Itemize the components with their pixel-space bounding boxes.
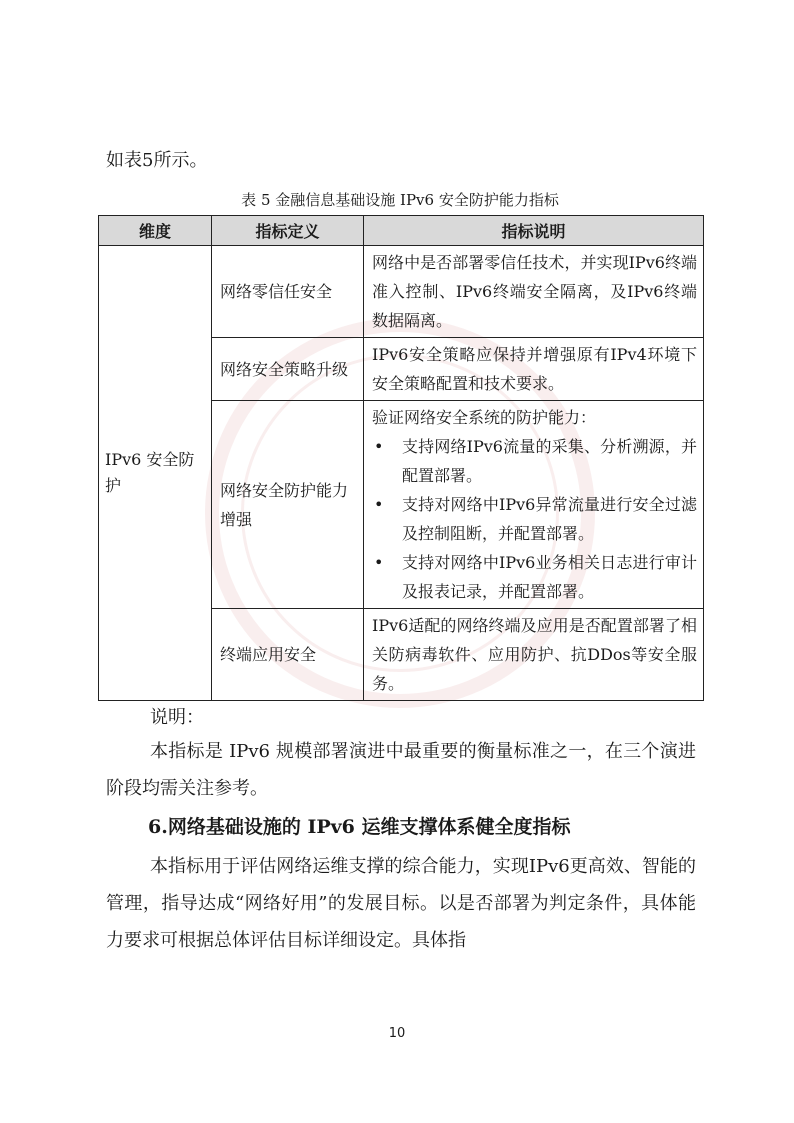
header-description: 指标说明	[364, 216, 704, 246]
table-row	[99, 246, 704, 338]
definition-cell: 网络安全策略升级	[212, 338, 364, 401]
description-cell: 网络中是否部署零信任技术，并实现IPv6终端准入控制、IPv6终端安全隔离，及IPv6终端数据隔离。	[364, 246, 704, 338]
note-paragraph: 本指标是 IPv6 规模部署演进中最重要的衡量标准之一，在三个演进阶段均需关注参考。	[106, 741, 696, 799]
metrics-table	[98, 215, 704, 701]
table-caption: 表 5 金融信息基础设施 IPv6 安全防护能力指标	[241, 191, 559, 209]
section-paragraph: 本指标用于评估网络运维支撑的综合能力，实现IPv6更高效、智能的管理，指导达成“网络好用”的发展目标。以是否部署为判定条件，具体能力要求可根据总体评估目标详细设定。具体指	[106, 856, 696, 951]
definition-cell: 网络安全防护能力增强	[212, 401, 364, 609]
note-heading: 说明：	[150, 707, 204, 728]
description-cell	[364, 401, 704, 609]
bullet-item: • 支持对网络中IPv6业务相关日志进行审计及报表记录，并配置部署。	[372, 548, 697, 606]
definition-cell: 网络零信任安全	[212, 246, 364, 338]
header-definition: 指标定义	[212, 216, 364, 246]
dimension-cell: IPv6 安全防护	[99, 246, 212, 701]
page-number: 10	[388, 1026, 406, 1041]
description-cell: IPv6适配的网络终端及应用是否配置部署了相关防病毒软件、应用防护、抗DDos等安全服务。	[364, 609, 704, 701]
table-header-row	[99, 216, 704, 246]
description-cell: IPv6安全策略应保持并增强原有IPv4环境下安全策略配置和技术要求。	[364, 338, 704, 401]
section-heading: 6.网络基础设施的 IPv6 运维支撑体系健全度指标	[148, 816, 571, 838]
bullet-list	[372, 432, 697, 606]
intro-text: 如表5所示。	[106, 150, 208, 171]
header-dimension: 维度	[99, 216, 212, 246]
definition-cell: 终端应用安全	[212, 609, 364, 701]
bullet-item: • 支持对网络中IPv6异常流量进行安全过滤及控制阻断，并配置部署。	[372, 490, 697, 548]
description-lead: 验证网络安全系统的防护能力：	[372, 408, 597, 427]
bullet-item: • 支持网络IPv6流量的采集、分析溯源，并配置部署。	[372, 432, 697, 490]
